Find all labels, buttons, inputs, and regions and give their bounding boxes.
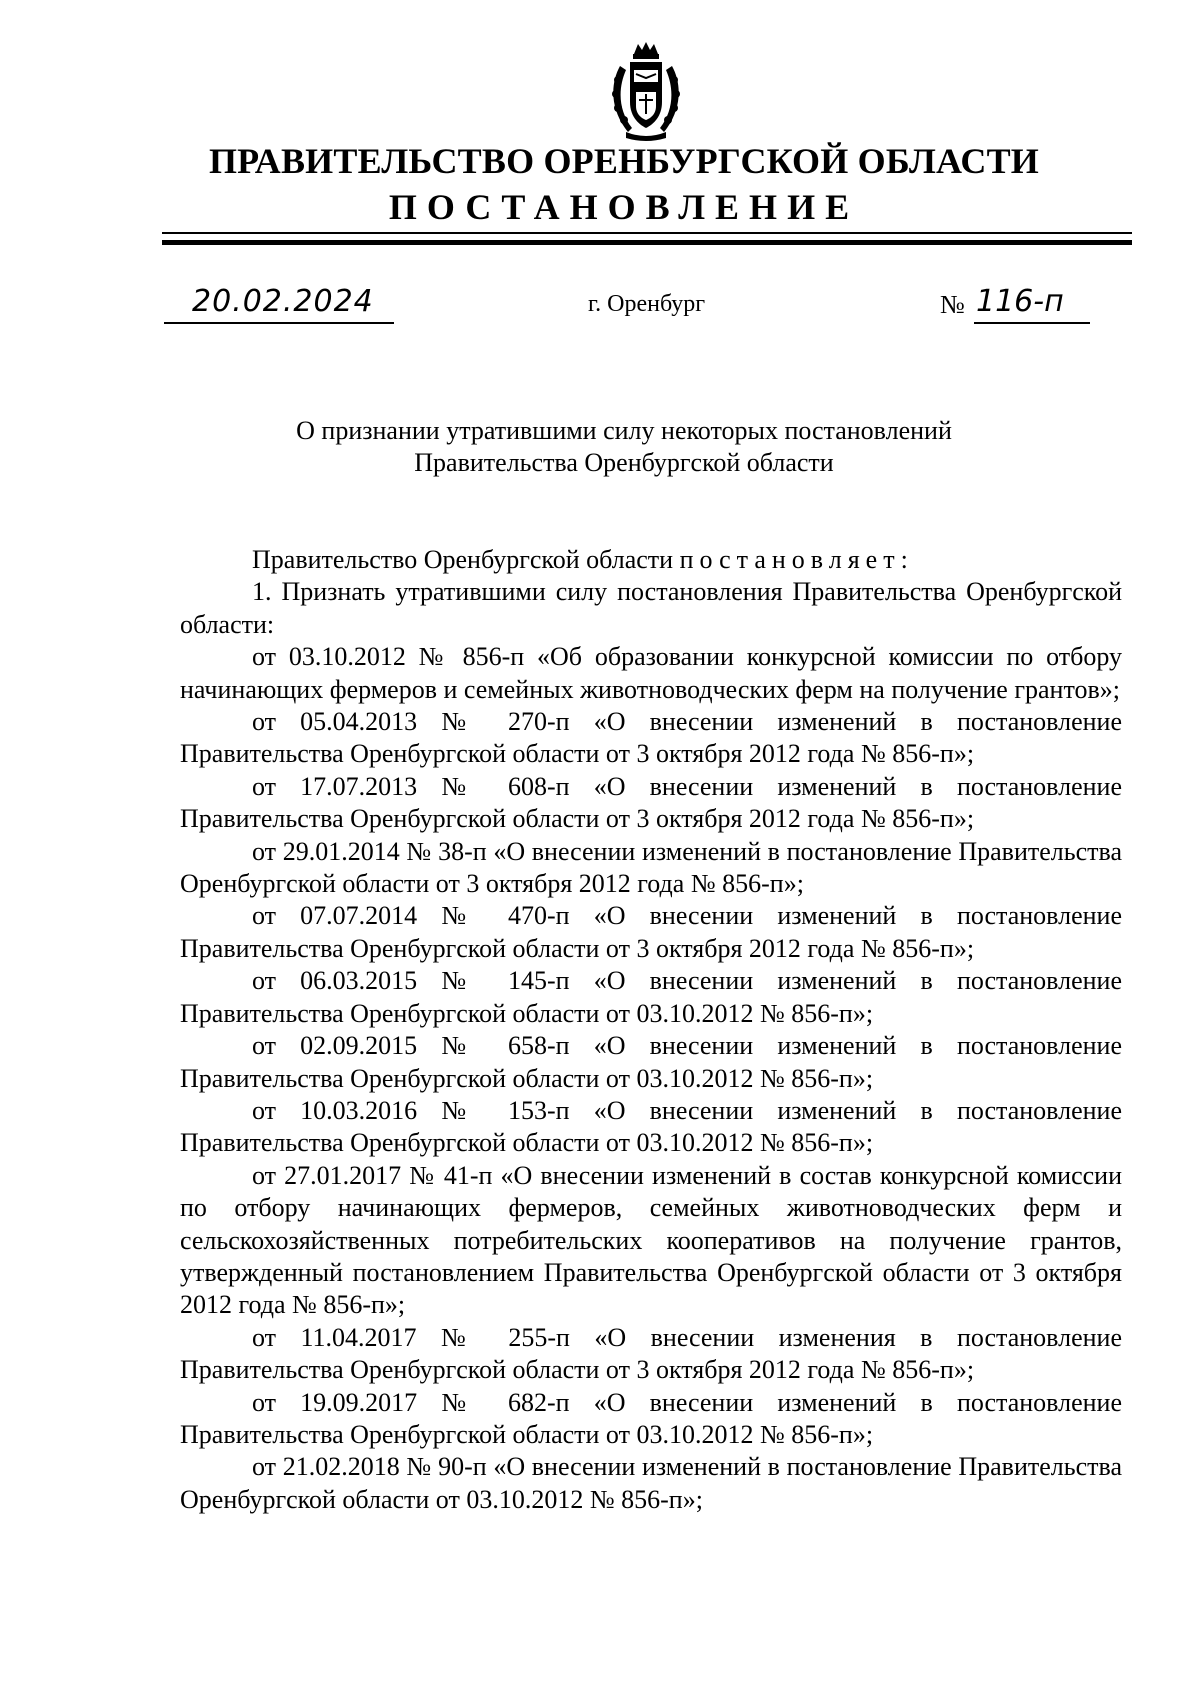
act-entry: от 29.01.2014 № 38-п «О внесении изменений в постановление Правительства Оренбургской области от 3 октября 2012 года № 856-п»; xyxy=(180,836,1122,899)
subject-line-2: Правительства Оренбургской области xyxy=(414,448,834,477)
intro-paragraph xyxy=(180,544,1122,576)
act-entry: от 03.10.2012 № 856-п «Об образовании конкурсной комиссии по отбору начинающих фермеров и семейных животноводческих ферм на получение грантов»; xyxy=(180,642,1122,704)
act-entry: от 19.09.2017 № 682-п «О внесении изменений в постановление Правительства Оренбургской области от 03.10.2012 № 856-п»; xyxy=(180,1387,1122,1449)
document-date: 20.02.2024 xyxy=(192,284,374,319)
subject-line-1: О признании утратившими силу некоторых постановлений xyxy=(296,416,952,445)
act-entry: от 02.09.2015 № 658-п «О внесении изменений в постановление Правительства Оренбургской области от 03.10.2012 № 856-п»; xyxy=(180,1031,1122,1093)
act-entry: от 17.07.2013 № 608-п «О внесении изменений в постановление Правительства Оренбургской области от 3 октября 2012 года № 856-п»; xyxy=(180,771,1122,834)
date-underline xyxy=(164,322,394,324)
act-entry: от 07.07.2014 № 470-п «О внесении изменений в постановление Правительства Оренбургской области от 3 октября 2012 года № 856-п»; xyxy=(180,901,1122,963)
act-entry: от 10.03.2016 № 153-п «О внесении изменений в постановление Правительства Оренбургской области от 03.10.2012 № 856-п»; xyxy=(180,1095,1122,1158)
intro-decree-word: постановляет: xyxy=(679,545,914,574)
document-body xyxy=(180,544,1122,1516)
document-number: 116-п xyxy=(976,284,1064,319)
act-entry: от 21.02.2018 № 90-п «О внесении изменений в постановление Правительства Оренбургской области от 03.10.2012 № 856-п»; xyxy=(180,1452,1122,1514)
document-date-field xyxy=(164,284,394,324)
act-entry: от 11.04.2017 № 255-п «О внесении изменения в постановление Правительства Оренбургской области от 3 октября 2012 года № 856-п»; xyxy=(180,1322,1122,1385)
number-underline xyxy=(974,322,1090,324)
document-number-field xyxy=(940,284,1090,324)
act-entry: от 05.04.2013 № 270-п «О внесении изменений в постановление Правительства Оренбургской области от 3 октября 2012 года № 856-п»; xyxy=(180,707,1122,769)
number-sign: № xyxy=(940,290,965,319)
document-type-title: ПОСТАНОВЛЕНИЕ xyxy=(388,187,860,227)
header-divider-thick xyxy=(162,240,1132,245)
header-divider-thin xyxy=(162,232,1132,234)
act-entry: от 06.03.2015 № 145-п «О внесении изменений в постановление Правительства Оренбургской области от 03.10.2012 № 856-п»; xyxy=(180,966,1122,1028)
document-city: г. Оренбург xyxy=(588,291,706,317)
oblast-coat-of-arms-icon xyxy=(606,40,686,144)
document-subject xyxy=(24,415,1200,479)
government-title: ПРАВИТЕЛЬСТВО ОРЕНБУРГСКОЙ ОБЛАСТИ xyxy=(208,141,1040,181)
act-entry: от 27.01.2017 № 41-п «О внесении изменений в состав конкурсной комиссии по отбору начинающих фермеров, семейных животноводческих ферм и сельскохозяйственных потребительских кооперативов на получение грантов, утвержденный постановлением Правительства Оренбургской области от 3 октября 2012 года № 856-п»; xyxy=(180,1160,1122,1320)
intro-prefix: Правительство Оренбургской области xyxy=(252,545,674,574)
item-1-paragraph: 1. Признать утратившими силу постановления Правительства Оренбургской области: xyxy=(180,577,1122,639)
